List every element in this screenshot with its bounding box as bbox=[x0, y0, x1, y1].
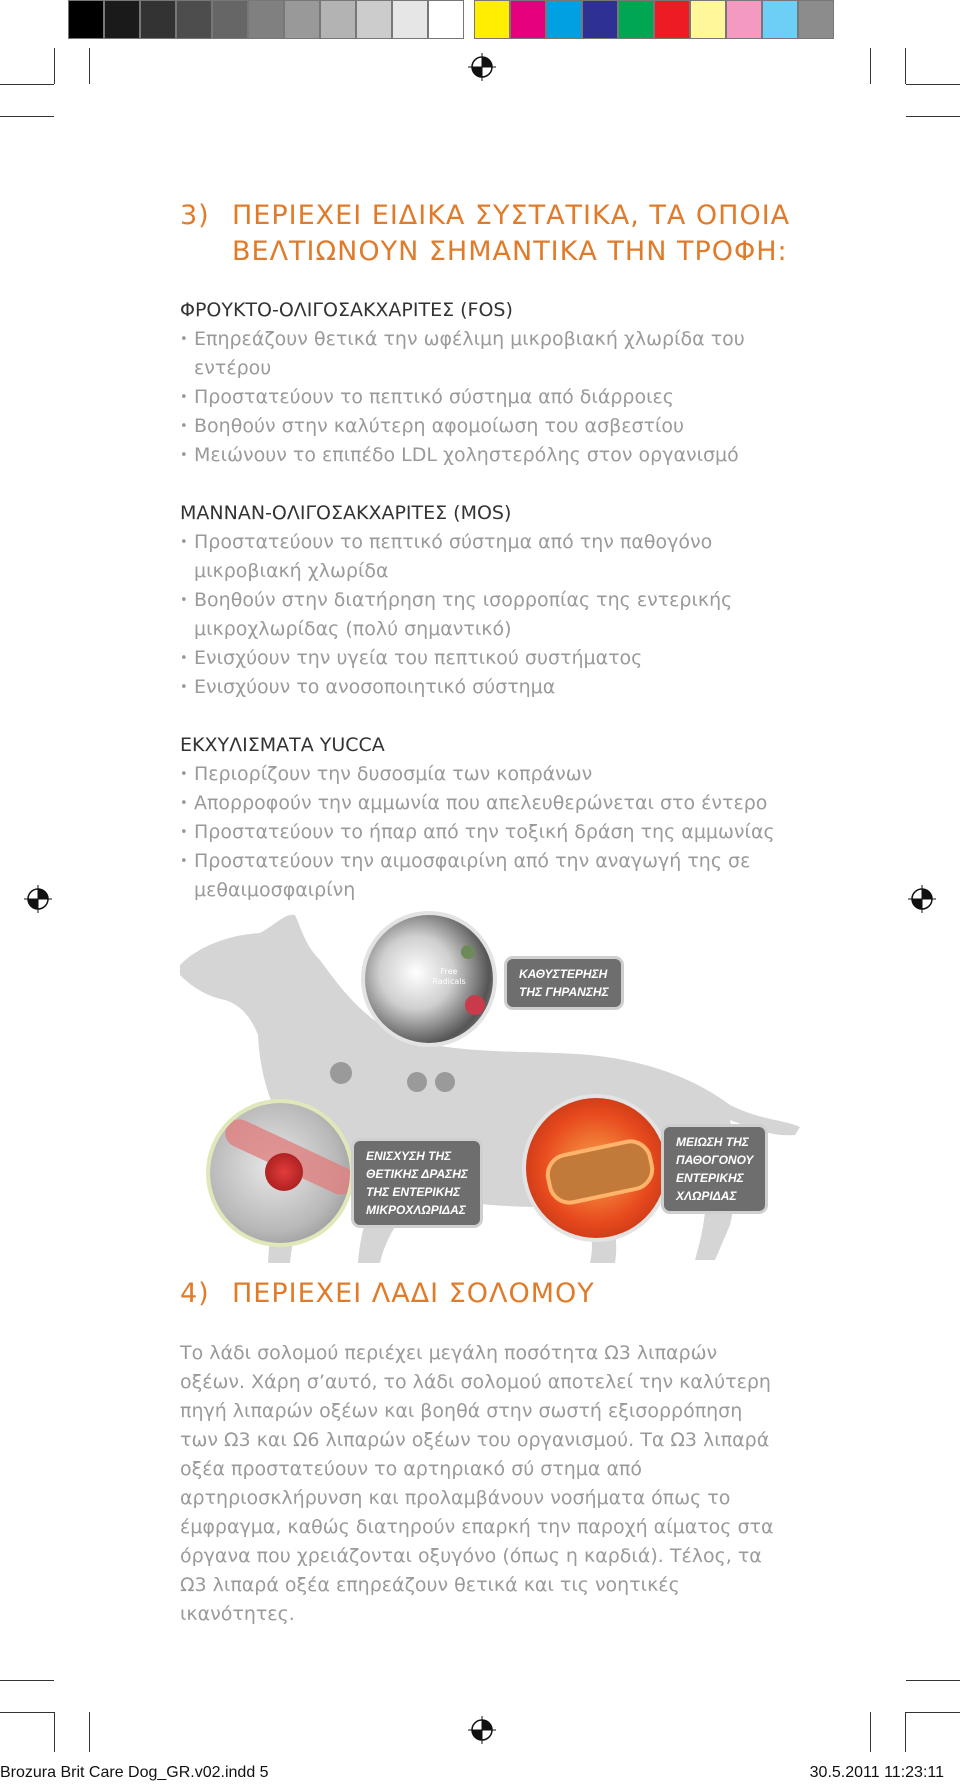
section-number: 4) bbox=[180, 1278, 210, 1309]
color-swatch bbox=[654, 0, 690, 39]
list-item: • Προστατεύουν το πεπτικό σύστημα από διάρροιες bbox=[180, 383, 784, 412]
list-item: • Βοηθούν στην καλύτερη αφομοίωση του ασβεστίου bbox=[180, 412, 784, 441]
color-calibration-bar bbox=[68, 0, 834, 39]
color-swatch bbox=[690, 0, 726, 39]
section-4-heading bbox=[180, 1276, 880, 1312]
registration-mark-icon bbox=[22, 883, 54, 915]
color-swatch bbox=[392, 0, 428, 39]
bacteria-cluster bbox=[265, 1153, 303, 1191]
list-item: • Προστατεύουν την αιμοσφαιρίνη από την αναγωγή της σε μεθαιμοσφαιρίνη bbox=[180, 847, 784, 905]
print-timestamp: 30.5.2011 11:23:11 bbox=[809, 1764, 944, 1781]
section-title: ΠΕΡΙΕΧΕΙ ΛΑΔΙ ΣΟΛΟΜΟΥ bbox=[232, 1278, 595, 1309]
section-title-line: ΒΕΛΤΙΩΝΟΥΝ ΣΗΜΑΝΤΙΚΑ ΤΗΝ ΤΡΟΦΗ: bbox=[232, 236, 788, 267]
callout-aging-delay: ΚΑΘΥΣΤΕΡΗΣΗ ΤΗΣ ΓΗΡΑΝΣΗΣ bbox=[507, 959, 621, 1007]
section-number: 3) bbox=[180, 200, 210, 231]
registration-mark-icon bbox=[466, 51, 498, 83]
list-item: • Προστατεύουν το πεπτικό σύστημα από την παθογόνο μικροβιακή χλωρίδα bbox=[180, 528, 784, 586]
color-swatch bbox=[284, 0, 320, 39]
group-title: ΕΚΧΥΛΙΣΜΑΤΑ YUCCA bbox=[180, 734, 385, 756]
mitochondrion bbox=[542, 1135, 658, 1208]
color-swatch bbox=[176, 0, 212, 39]
connector-dot bbox=[330, 1062, 352, 1084]
color-swatch bbox=[320, 0, 356, 39]
color-swatch bbox=[762, 0, 798, 39]
color-swatch bbox=[428, 0, 464, 39]
connector-dot bbox=[435, 1072, 455, 1092]
intestine-image bbox=[210, 1103, 350, 1243]
bullet-list bbox=[180, 760, 784, 905]
section-3-heading bbox=[180, 198, 880, 270]
registration-mark-icon bbox=[906, 883, 938, 915]
list-item: • Μειώνουν το επιπέδο LDL χοληστερόλης στον οργανισμό bbox=[180, 441, 784, 470]
bullet-list bbox=[180, 325, 784, 470]
list-item: • Επηρεάζουν θετικά την ωφέλιμη μικροβιακή χλωρίδα του εντέρου bbox=[180, 325, 784, 383]
list-item: • Βοηθούν στην διατήρηση της ισορροπίας της εντερικής μικροχλωρίδας (πολύ σημαντικό) bbox=[180, 586, 784, 644]
group-title: ΦΡΟΥΚΤΟ-ΟΛΙΓΟΣΑΚΧΑΡΙΤΕΣ (FOS) bbox=[180, 299, 513, 321]
color-swatch bbox=[140, 0, 176, 39]
color-swatch bbox=[356, 0, 392, 39]
dog-illustration bbox=[170, 905, 800, 1265]
color-swatch bbox=[510, 0, 546, 39]
callout-pathogen-reduction: ΜΕΙΩΣΗ ΤΗΣ ΠΑΘΟΓΟΝΟΥ ΕΝΤΕΡΙΚΗΣ ΧΛΩΡΙΔΑΣ bbox=[664, 1127, 765, 1211]
ingredient-group-mos bbox=[180, 499, 784, 702]
pathogen-image bbox=[526, 1098, 666, 1238]
color-swatch bbox=[546, 0, 582, 39]
list-item: • Ενισχύουν το ανοσοποιητικό σύστημα bbox=[180, 673, 784, 702]
ingredient-group-yucca bbox=[180, 731, 784, 905]
swatch-spacer bbox=[464, 0, 474, 39]
color-swatch bbox=[248, 0, 284, 39]
radical-particle bbox=[465, 995, 485, 1015]
color-swatch bbox=[68, 0, 104, 39]
free-radicals-image bbox=[365, 915, 493, 1043]
bullet-list bbox=[180, 528, 784, 702]
radical-particle bbox=[461, 945, 475, 959]
color-swatch bbox=[726, 0, 762, 39]
color-swatch bbox=[474, 0, 510, 39]
list-item: • Ενισχύουν την υγεία του πεπτικού συστήματος bbox=[180, 644, 784, 673]
color-swatch bbox=[582, 0, 618, 39]
list-item: • Απορροφούν την αμμωνία που απελευθερώνεται στο έντερο bbox=[180, 789, 784, 818]
registration-mark-icon bbox=[466, 1714, 498, 1746]
file-slug: Brozura Brit Care Dog_GR.v02.indd 5 bbox=[0, 1764, 269, 1781]
list-item: • Περιορίζουν την δυσοσμία των κοπράνων bbox=[180, 760, 784, 789]
color-swatch bbox=[104, 0, 140, 39]
free-radicals-label: Free Radicals bbox=[432, 967, 466, 986]
section-title-line: ΠΕΡΙΕΧΕΙ ΕΙΔΙΚΑ ΣΥΣΤΑΤΙΚΑ, ΤΑ ΟΠΟΙΑ bbox=[232, 200, 791, 231]
salmon-oil-paragraph: Το λάδι σολομού περιέχει μεγάλη ποσότητα Ω3 λιπαρών οξέων. Χάρη σ’αυτό, το λάδι σολομού αποτελεί την καλύτερη πηγή λιπαρών οξέων και βοηθά στην σωστή εξισορρόπηση των Ω3 και Ω6 λιπαρών οξέων του οργανισμού. Τα Ω3 λιπαρά οξέα προστατεύουν το αρτηριακό σύ στημα από αρτηριοσκλήρυνση και προλαμβάνουν νοσήματα όπως το έμφραγμα, καθώς διατηρούν επαρκή την παροχή αίματος στα όργανα που χρειάζονται οξυγόνο (όπως η καρδιά). Τέλος, τα Ω3 λιπαρά οξέα επηρεάζουν θετικά και τις νοητικές ικανότητες. bbox=[180, 1342, 774, 1625]
color-swatch bbox=[798, 0, 834, 39]
list-item: • Προστατεύουν το ήπαρ από την τοξική δράση της αμμωνίας bbox=[180, 818, 784, 847]
color-swatch bbox=[618, 0, 654, 39]
connector-dot bbox=[407, 1072, 427, 1092]
group-title: ΜΑΝΝΑΝ-ΟΛΙΓΟΣΑΚΧΑΡΙΤΕΣ (MOS) bbox=[180, 502, 512, 524]
callout-beneficial-flora: ΕΝΙΣΧΥΣΗ ΤΗΣ ΘΕΤΙΚΗΣ ΔΡΑΣΗΣ ΤΗΣ ΕΝΤΕΡΙΚΗΣ ΜΙΚΡΟΧΛΩΡΙΔΑΣ bbox=[354, 1141, 480, 1225]
color-swatch bbox=[212, 0, 248, 39]
ingredient-group-fos bbox=[180, 296, 784, 470]
